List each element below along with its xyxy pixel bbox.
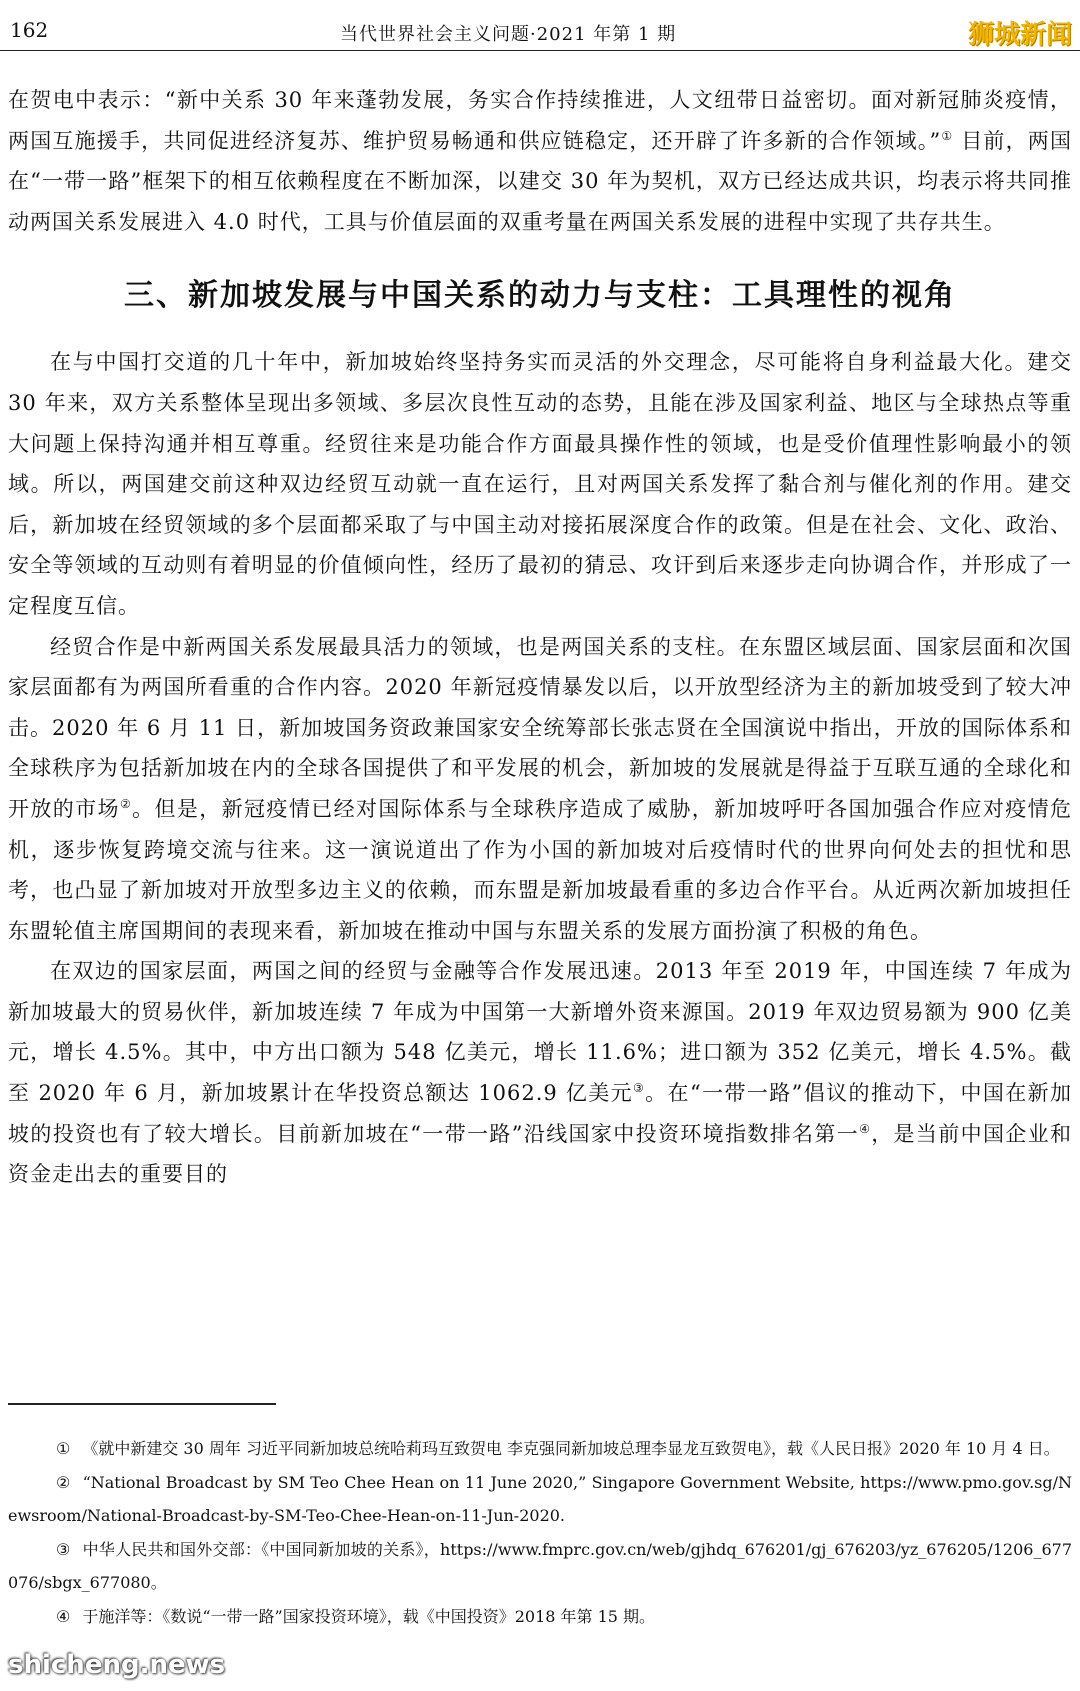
page-number: 162 [10, 18, 49, 42]
paragraph-1: 在与中国打交道的几十年中，新加坡始终坚持务实而灵活的外交理念，尽可能将自身利益最大化。建交 30 年来，双方关系整体呈现出多领域、多层次良性互动的态势，且能在涉及国家利益、地区与全球热点等重大问题上保持沟通并相互尊重。经贸往来是功能合作方面最具操作性的领域，也是受价值理性影响最小的领域。所以，两国建交前这种双边经贸互动就一直在运行，且对两国关系发挥了黏合剂与催化剂的作用。建交后，新加坡在经贸领域的多个层面都采取了与中国主动对接拓展深度合作的政策。但是在社会、文化、政治、安全等领域的互动则有着明显的价值倾向性，经历了最初的猜忌、攻讦到后来逐步走向协调合作，并形成了一定程度互信。 [8, 350, 1072, 618]
intro-text-1: 在贺电中表示：“新中关系 30 年来蓬勃发展，务实合作持续推进，人文纽带日益密切。面对新冠肺炎疫情，两国互施援手，共同促进经济复苏、维护贸易畅通和供应链稳定，还开辟了许多新的合作领域。” [8, 88, 1072, 153]
footnote-mark: ④ [56, 1606, 71, 1626]
watermark-site-text: shicheng.news [8, 1650, 226, 1680]
footnote-ref-3[interactable]: ③ [633, 1081, 646, 1096]
footnote-ref-2[interactable]: ② [119, 796, 133, 811]
section-heading: 三、新加坡发展与中国关系的动力与支柱：工具理性的视角 [124, 278, 956, 314]
footnote-item [8, 1466, 1072, 1533]
footnote-text: “National Broadcast by SM Teo Chee Hean on 11 June 2020,” Singapore Government Website, https://www.pmo.gov.sg/Newsroom/National-Broadcast-by-SM-Teo-Chee-Hean-on-11-Jun-2020. [8, 1472, 1072, 1526]
footnote-text: 《就中新建交 30 周年 习近平同新加坡总统哈莉玛互致贺电 李克强同新加坡总理李显龙互致贺电》，载《人民日报》2020 年 10 月 4 日。 [82, 1439, 1060, 1458]
paragraph-3-text-2: 。在“一带一路”倡议的推动下，中国在新加坡的投资也有了较大增长。目前新加坡在“一带一路”沿线国家中投资环境指数排名第一 [8, 1081, 1072, 1146]
footnote-mark: ① [56, 1439, 71, 1458]
page-header [0, 0, 1080, 51]
watermark-logo-text: 狮城新闻 [967, 20, 1072, 50]
intro-text-2: 目前，两国在“一带一路”框架下的相互依赖程度在不断加深，以建交 30 年为契机，双方已经达成共识，均表示将共同推动两国关系发展进入 4.0 时代，工具与价值层面的双重考量在两国关系发展的进程中实现了共存共生。 [8, 128, 1072, 234]
footnote-ref-1[interactable]: ① [941, 128, 954, 143]
footnote-text: 于施洋等：《数说“一带一路”国家投资环境》，载《中国投资》2018 年第 15 期。 [82, 1606, 656, 1626]
paragraph-2 [8, 627, 1072, 952]
footnote-item [8, 1432, 1072, 1466]
footnote-text: 中华人民共和国外交部：《中国同新加坡的关系》，https://www.fmprc.gov.cn/web/gjhdq_676201/gj_676203/yz_676205/1206_677076/sbgx_677080。 [8, 1539, 1073, 1593]
footnote-divider [8, 1403, 276, 1405]
article-body [8, 80, 1072, 1195]
footnotes [8, 1432, 1072, 1634]
paragraph-3-text-1: 在双边的国家层面，两国之间的经贸与金融等合作发展迅速。2013 年至 2019 年，中国连续 7 年成为新加坡最大的贸易伙伴，新加坡连续 7 年成为中国第一大新增外资来源国。2019 年双边贸易额为 900 亿美元，增长 4.5%。其中，中方出口额为 548 亿美元，增长 11.6%；进口额为 352 亿美元，增长 4.5%。截至 2020 年 6 月，新加坡累计在华投资总额达 1062.9 亿美元 [8, 959, 1072, 1106]
footnote-item [8, 1533, 1072, 1600]
footnote-mark: ③ [56, 1539, 71, 1559]
paragraph-3-text-3: ，是当前中国企业和资金走出去的重要目的 [8, 1121, 1072, 1187]
intro-paragraph [8, 80, 1072, 242]
paragraph-3 [8, 951, 1072, 1195]
journal-title: 当代世界社会主义问题·2021 年第 1 期 [340, 24, 677, 45]
paragraph-2-text-1: 经贸合作是中新两国关系发展最具活力的领域，也是两国关系的支柱。在东盟区域层面、国家层面和次国家层面都有为两国所看重的合作内容。2020 年新冠疫情暴发以后，以开放型经济为主的新加坡受到了较大冲击。2020 年 6 月 11 日，新加坡国务资政兼国家安全统筹部长张志贤在全国演说中指出，开放的国际体系和全球秩序为包括新加坡在内的全球各国提供了和平发展的机会，新加坡的发展就是得益于互联互通的全球化和开放的市场 [8, 634, 1072, 821]
footnote-mark: ② [56, 1472, 71, 1492]
footnote-item [8, 1600, 1072, 1634]
footnote-ref-4[interactable]: ④ [859, 1121, 872, 1136]
paragraph-2-text-2: 。但是，新冠疫情已经对国际体系与全球秩序造成了威胁，新加坡呼吁各国加强合作应对疫情危机，逐步恢复跨境交流与往来。这一演说道出了作为小国的新加坡对后疫情时代的世界向何处去的担忧和思考，也凸显了新加坡对开放型多边主义的依赖，而东盟是新加坡最看重的多边合作平台。从近两次新加坡担任东盟轮值主席国期间的表现来看，新加坡在推动中国与东盟关系的发展方面扮演了积极的角色。 [8, 796, 1073, 943]
